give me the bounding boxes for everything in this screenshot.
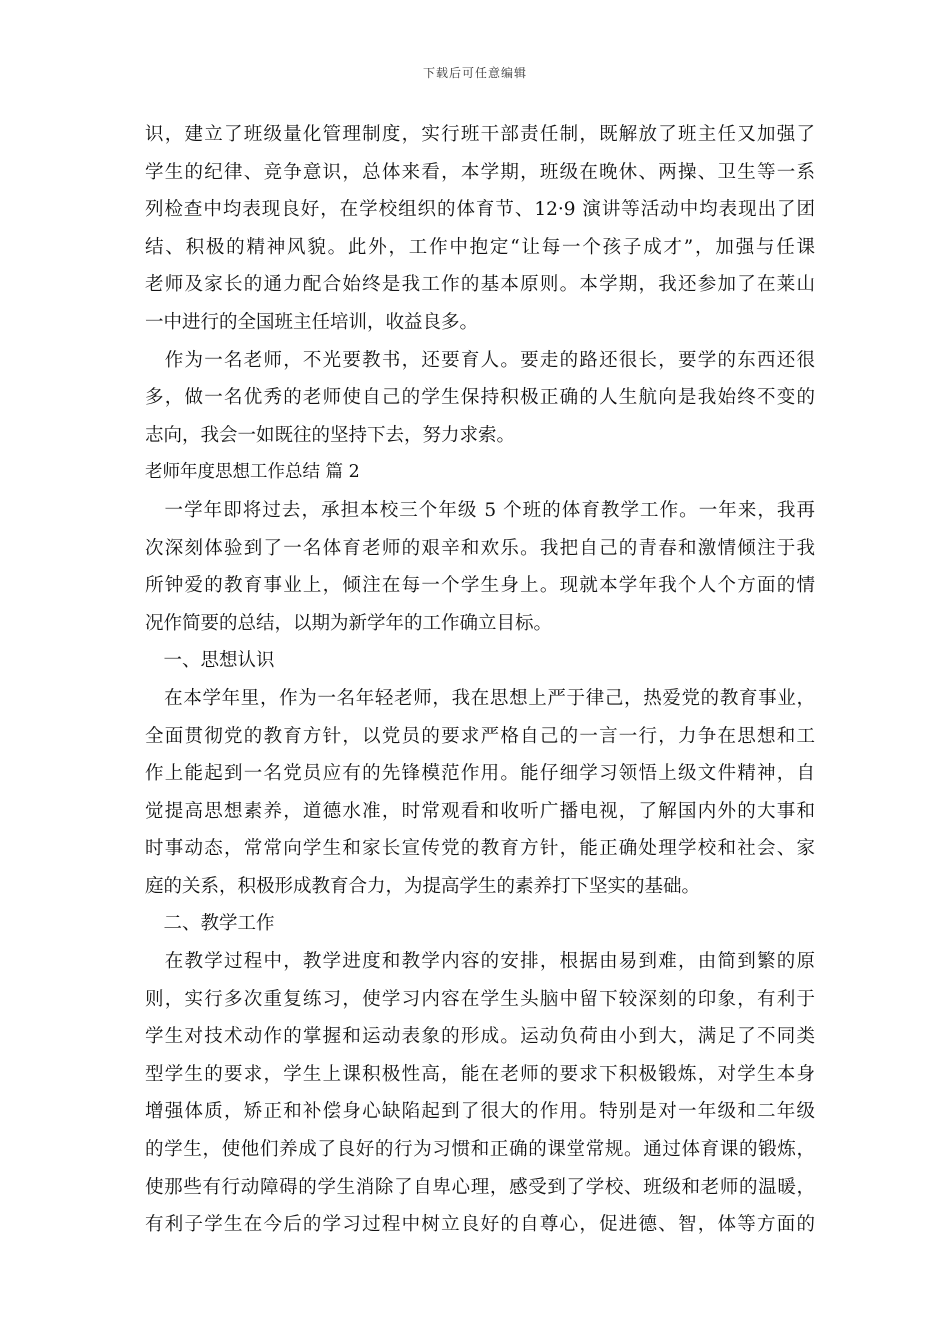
text-line: 所钟爱的教育事业上，倾注在每一个学生身上。现就本学年我个人个方面的情	[145, 575, 815, 597]
text-line: 一中进行的全国班主任培训，收益良多。	[145, 311, 479, 333]
text-line: 列检查中均表现良好，在学校组织的体育节、12·9 演讲等活动中均表现出了团	[145, 199, 815, 221]
text-line: 增强体质，矫正和补偿身心缺陷起到了很大的作用。特别是对一年级和二年级	[145, 1101, 815, 1123]
text-line: 一学年即将过去，承担本校三个年级 5 个班的体育教学工作。一年来，我再	[145, 499, 815, 521]
text-line: 结、积极的精神风貌。此外，工作中抱定“让每一个孩子成才”，加强与任课	[145, 236, 815, 258]
text-line: 作为一名老师，不光要教书，还要育人。要走的路还很长，要学的东西还很	[145, 349, 815, 371]
text-line: 况作简要的总结，以期为新学年的工作确立目标。	[145, 612, 553, 634]
text-line: 的学生，使他们养成了良好的行为习惯和正确的课堂常规。通过体育课的锻炼，	[145, 1139, 815, 1161]
text-line: 识，建立了班级量化管理制度，实行班干部责任制，既解放了班主任又加强了	[145, 124, 815, 145]
text-line: 一、思想认识	[145, 650, 275, 672]
text-line: 学生对技术动作的掌握和运动表象的形成。运动负荷由小到大，满足了不同类	[145, 1026, 815, 1048]
text-line: 则，实行多次重复练习，使学习内容在学生头脑中留下较深刻的印象，有利于	[145, 988, 815, 1010]
text-line: 二、教学工作	[145, 913, 275, 935]
text-line: 全面贯彻党的教育方针，以党员的要求严格自己的一言一行，力争在思想和工	[145, 725, 815, 747]
section-heading: 老师年度思想工作总结 篇 2	[145, 462, 360, 483]
text-line: 使那些有行动障碍的学生消除了自卑心理，感受到了学校、班级和老师的温暖，	[145, 1176, 815, 1198]
text-line: 庭的关系，积极形成教育合力，为提高学生的素养打下坚实的基础。	[145, 875, 701, 897]
text-line: 觉提高思想素养，道德水准，时常观看和收听广播电视，了解国内外的大事和	[145, 800, 815, 822]
text-line: 有利子学生在今后的学习过程中树立良好的自尊心，促进德、智，体等方面的	[145, 1214, 815, 1236]
text-line: 学生的纪律、竞争意识，总体来看，本学期，班级在晚休、两操、卫生等一系	[145, 161, 815, 183]
page-header: 下载后可任意编辑	[422, 66, 527, 80]
text-line: 次深刻体验到了一名体育老师的艰辛和欢乐。我把自己的青春和激情倾注于我	[145, 537, 815, 559]
text-line: 在本学年里，作为一名年轻老师，我在思想上严于律己，热爱党的教育事业，	[145, 687, 815, 709]
text-line: 老师及家长的通力配合始终是我工作的基本原则。本学期，我还参加了在莱山	[145, 274, 815, 296]
body-text	[145, 116, 815, 1244]
text-line: 志向，我会一如既往的坚持下去，努力求索。	[145, 424, 516, 446]
text-line: 作上能起到一名党员应有的先锋模范作用。能仔细学习领悟上级文件精神，自	[145, 763, 815, 785]
text-line: 时事动态，常常向学生和家长宣传党的教育方针，能正确处理学校和社会、家	[145, 838, 815, 860]
text-line: 型学生的要求，学生上课积极性高，能在老师的要求下积极锻炼，对学生本身	[145, 1063, 815, 1085]
text-line: 多，做一名优秀的老师使自己的学生保持积极正确的人生航向是我始终不变的	[145, 387, 815, 409]
text-line: 在教学过程中，教学进度和教学内容的安排，根据由易到难，由简到繁的原	[145, 951, 815, 973]
